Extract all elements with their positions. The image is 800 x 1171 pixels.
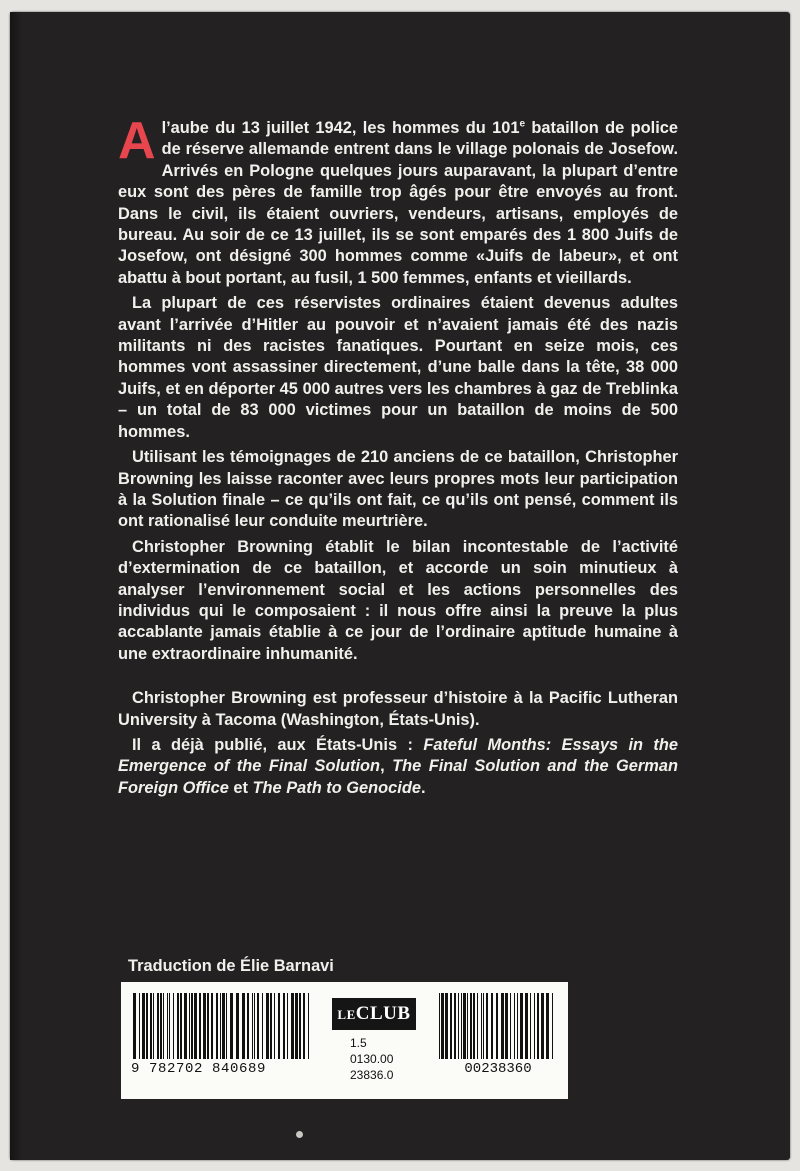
barcode-bar	[530, 993, 531, 1059]
book-title-1: Fateful Months: Essays in the Emergence of the Final Solution	[118, 735, 678, 776]
barcode-bar	[270, 993, 272, 1059]
barcode-bar	[194, 993, 197, 1059]
barcode-bar	[274, 993, 275, 1059]
barcode-bar	[150, 993, 152, 1059]
barcode-bar	[247, 993, 249, 1059]
barcode-bar	[496, 993, 498, 1059]
barcode-bar	[491, 993, 493, 1059]
barcode-bar	[308, 993, 309, 1059]
barcode-bar	[295, 993, 298, 1059]
drop-cap: A	[118, 112, 156, 170]
barcode-bar	[520, 993, 523, 1059]
barcode-bar	[291, 993, 294, 1059]
barcode-bar	[133, 993, 136, 1059]
barcode-bar	[510, 993, 511, 1059]
barcode-bar	[445, 993, 448, 1059]
book-title-2: The Final Solution and the German Foreign Office	[118, 757, 679, 797]
barcode-bar	[203, 993, 206, 1059]
barcode-bar	[458, 993, 459, 1059]
barcode-bar	[461, 993, 462, 1059]
ordinal-superscript: e	[519, 118, 526, 130]
barcode-bar	[287, 993, 288, 1059]
author-bio	[118, 688, 678, 799]
blurb-paragraph-3: Utilisant les témoignages de 210 anciens de ce bataillon, Christopher Browning les laisse raconter avec leurs propres mots leur participation à la Solution finale – ce qu’ils ont fait, ce qu’ils ont pensé, comment ils ont rationalisé leur conduite meurtrière.	[118, 448, 678, 531]
barcode-bar	[450, 993, 452, 1059]
barcode-bar	[226, 993, 227, 1059]
barcode-bar	[262, 993, 263, 1059]
barcode-bar	[473, 993, 475, 1059]
barcode-bar	[211, 993, 213, 1059]
reference-digits: 00238360	[464, 1061, 532, 1077]
translator-credit: Traduction de Élie Barnavi	[128, 957, 334, 975]
bio-end: .	[420, 778, 426, 797]
blurb-paragraph-1	[118, 112, 678, 289]
barcode-bar	[463, 993, 466, 1059]
barcode-bar	[257, 993, 259, 1059]
barcode-bar	[486, 993, 488, 1059]
barcode-bar	[517, 993, 518, 1059]
book-title-3: The Path to Genocide	[252, 778, 421, 797]
bio-separator-2: et	[228, 778, 253, 797]
barcode-bar	[207, 993, 209, 1059]
bio-separator-1: ,	[380, 757, 393, 776]
author-bio-paragraph-1: Christopher Browning est professeur d’histoire à la Pacific Lutheran University à Tacoma (Washington, États-Unis).	[118, 689, 678, 729]
publisher-logo	[332, 998, 416, 1030]
barcode-bar	[537, 993, 539, 1059]
barcode-bar	[252, 993, 253, 1059]
blurb-paragraph-2: La plupart de ces réservistes ordinaires étaient devenus adultes avant l’arrivée d’Hitler au pouvoir et n’avaient jamais été des nazis militants ni des racistes fanatiques. Pourtant en seize mois, ces hommes vont assassiner directement, d’une balle dans la tête, 38 000 Juifs, et en déporter 45 000 autres vers les chambres à gaz de Treblinka – un total de 83 000 victimes pour un bataillon de moins de 500 hommes.	[118, 294, 678, 441]
barcode-bar	[266, 993, 269, 1059]
isbn-barcode	[133, 993, 313, 1059]
barcode-bar	[157, 993, 159, 1059]
barcode-bar	[220, 993, 221, 1059]
bio-intro: Il a déjà publié, aux États-Unis :	[132, 735, 424, 754]
barcode-bar	[222, 993, 225, 1059]
isbn-digits: 9 782702 840689	[131, 1061, 267, 1077]
barcode-bar	[534, 993, 535, 1059]
barcode-bar	[199, 993, 201, 1059]
author-bio-paragraph-2	[118, 735, 678, 799]
barcode-bar	[167, 993, 168, 1059]
barcode-bar	[441, 993, 444, 1059]
blurb-p1-text-cont: bataillon de police de réserve allemande entrent dans le village polonais de Josefow. Arrivés en Pologne quelques jours auparavant, la plupart d’entre eux sont des pères de famille trop âgés pour être envoyés au front. Dans le civil, ils étaient ouvriers, vendeurs, artisans, employés de bureau. Au soir de ce 13 juillet, ils se sont emparés des 1 800 Juifs de Josefow, ont désigné 300 hommes comme «Juifs de labeur», et ont abattu à bout portant, au fusil, 1 500 femmes, enfants et vieillards.	[118, 119, 678, 287]
code-line-1: 1.5	[350, 1036, 367, 1050]
barcode-bar	[439, 993, 440, 1059]
barcode-bar	[184, 993, 187, 1059]
barcode-bar	[303, 993, 305, 1059]
barcode-bar	[236, 993, 239, 1059]
barcode-bar	[299, 993, 301, 1059]
code-line-3: 23836.0	[350, 1068, 394, 1082]
barcode-bar	[189, 993, 190, 1059]
barcode-bar	[546, 993, 549, 1059]
barcode-bar	[177, 993, 179, 1059]
barcode-bar	[501, 993, 504, 1059]
barcode-bar	[163, 993, 164, 1059]
cover-dot	[296, 1131, 303, 1138]
publisher-logo-club: CLUB	[355, 1003, 411, 1024]
barcode-bar	[173, 993, 174, 1059]
reference-barcode	[439, 993, 557, 1059]
barcode-bar	[541, 993, 544, 1059]
barcode-bar	[481, 993, 482, 1059]
barcode-bar	[139, 993, 140, 1059]
barcode-bar	[483, 993, 484, 1059]
barcode-bar	[525, 993, 528, 1059]
barcode-bar	[470, 993, 472, 1059]
barcode-bar	[142, 993, 145, 1059]
barcode-bar	[242, 993, 245, 1059]
barcode-bar	[467, 993, 468, 1059]
barcode-bar	[191, 993, 193, 1059]
barcode-bar	[283, 993, 285, 1059]
barcode-bar	[552, 993, 553, 1059]
barcode-bar	[160, 993, 162, 1059]
barcode-bar	[230, 993, 233, 1059]
barcode-bar	[216, 993, 218, 1059]
blurb-p1-text: l’aube du 13 juillet 1942, les hommes du 101	[161, 119, 520, 137]
barcode-bar	[514, 993, 515, 1059]
barcode-bar	[254, 993, 255, 1059]
barcode-bar	[477, 993, 478, 1059]
barcode-panel	[121, 982, 568, 1099]
publisher-logo-le: LE	[337, 1007, 356, 1022]
barcode-bar	[146, 993, 148, 1059]
barcode-bar	[505, 993, 508, 1059]
barcode-bar	[153, 993, 154, 1059]
barcode-bar	[169, 993, 170, 1059]
barcode-bar	[278, 993, 280, 1059]
barcode-bar	[454, 993, 456, 1059]
code-line-2: 0130.00	[350, 1052, 394, 1066]
blurb-text	[118, 112, 679, 803]
price-codes	[350, 1035, 420, 1083]
spine-edge	[10, 12, 22, 1160]
barcode-bar	[180, 993, 182, 1059]
blurb-paragraph-4: Christopher Browning établit le bilan incontestable de l’activité d’extermination de ce bataillon, et accorde un soin minutieux à analyser l’environnement social et les actions personnelles des individus qui le composaient : il nous offre ainsi la preuve la plus accablante jamais établie à ce jour de l’ordinaire aptitude humaine à une extraordinaire inhumanité.	[118, 537, 678, 663]
